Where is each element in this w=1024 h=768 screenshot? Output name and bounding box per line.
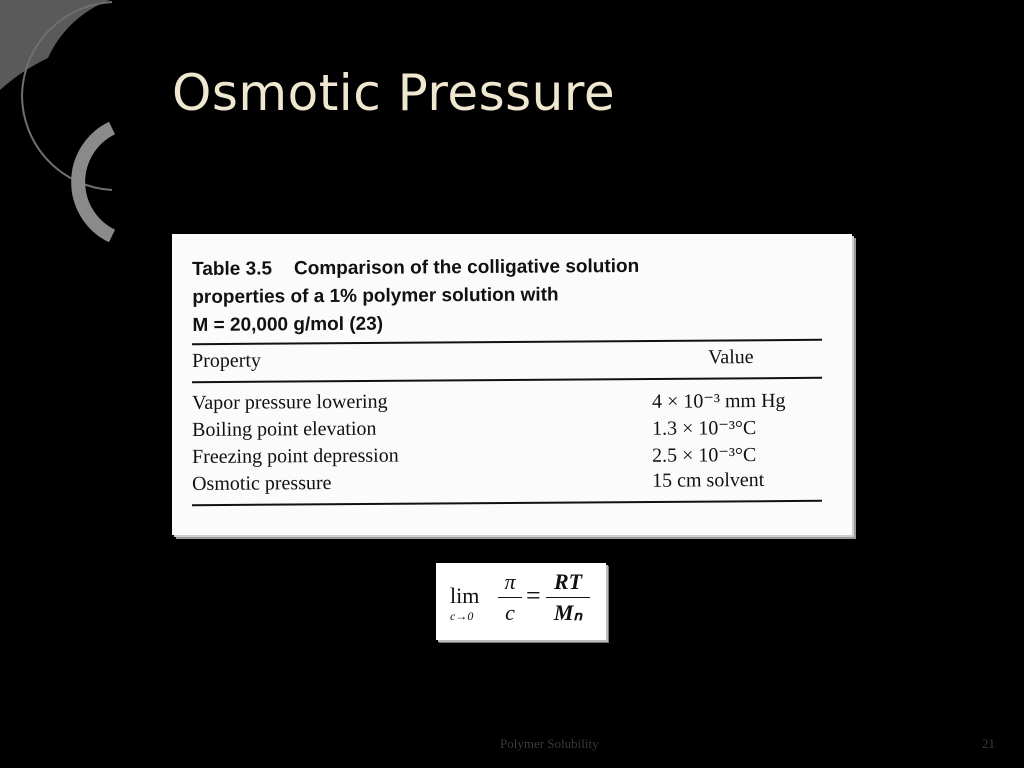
- table-label: Table 3.5: [192, 258, 273, 280]
- slide-number: 21: [982, 736, 995, 751]
- table-header: [192, 346, 822, 373]
- row-value: 4 × 10⁻³ mm Hg: [652, 389, 786, 413]
- row-property: Boiling point elevation: [192, 417, 377, 441]
- caption-line-1: Comparison of the colligative solution: [293, 255, 640, 280]
- row-value: 1.3 × 10⁻³°C: [652, 417, 757, 440]
- decorative-arcs: [0, 0, 130, 260]
- header-value: Value: [707, 346, 754, 369]
- table-row: [192, 442, 822, 469]
- lhs-denominator: c: [505, 600, 515, 625]
- lhs-numerator: π: [504, 569, 516, 594]
- table-rule-mid: [192, 377, 822, 383]
- equation-equals: =: [526, 581, 541, 610]
- row-value: 2.5 × 10⁻³°C: [652, 444, 757, 467]
- row-value: 15 cm solvent: [651, 469, 765, 492]
- table-row: [192, 388, 822, 415]
- table-rule-top: [192, 339, 822, 345]
- equation-limit-subscript: c→0: [450, 609, 474, 623]
- table-rule-bottom: [192, 500, 822, 506]
- caption-line-2: properties of a 1% polymer solution with: [192, 284, 559, 308]
- equation-lhs-fraction: [498, 569, 522, 626]
- equation-rhs-fraction: [546, 569, 590, 626]
- row-property: Vapor pressure lowering: [192, 390, 388, 414]
- footer-text: Polymer Solubility: [500, 736, 599, 751]
- rhs-fraction-bar: [546, 597, 590, 598]
- table-row: [192, 415, 822, 442]
- header-property: Property: [192, 349, 262, 372]
- row-property: Osmotic pressure: [192, 472, 332, 495]
- slide-title: Osmotic Pressure: [172, 64, 616, 122]
- table-image: [172, 234, 852, 535]
- equation-lim: lim: [450, 583, 480, 608]
- rhs-numerator: RT: [553, 569, 583, 594]
- caption-line-3: M = 20,000 g/mol (23): [192, 313, 384, 336]
- equation-image: [436, 563, 606, 640]
- table-caption: [192, 252, 793, 340]
- row-property: Freezing point depression: [192, 444, 399, 468]
- rhs-denominator: Mₙ: [553, 600, 583, 625]
- lhs-fraction-bar: [498, 597, 522, 598]
- table-row: [192, 469, 822, 496]
